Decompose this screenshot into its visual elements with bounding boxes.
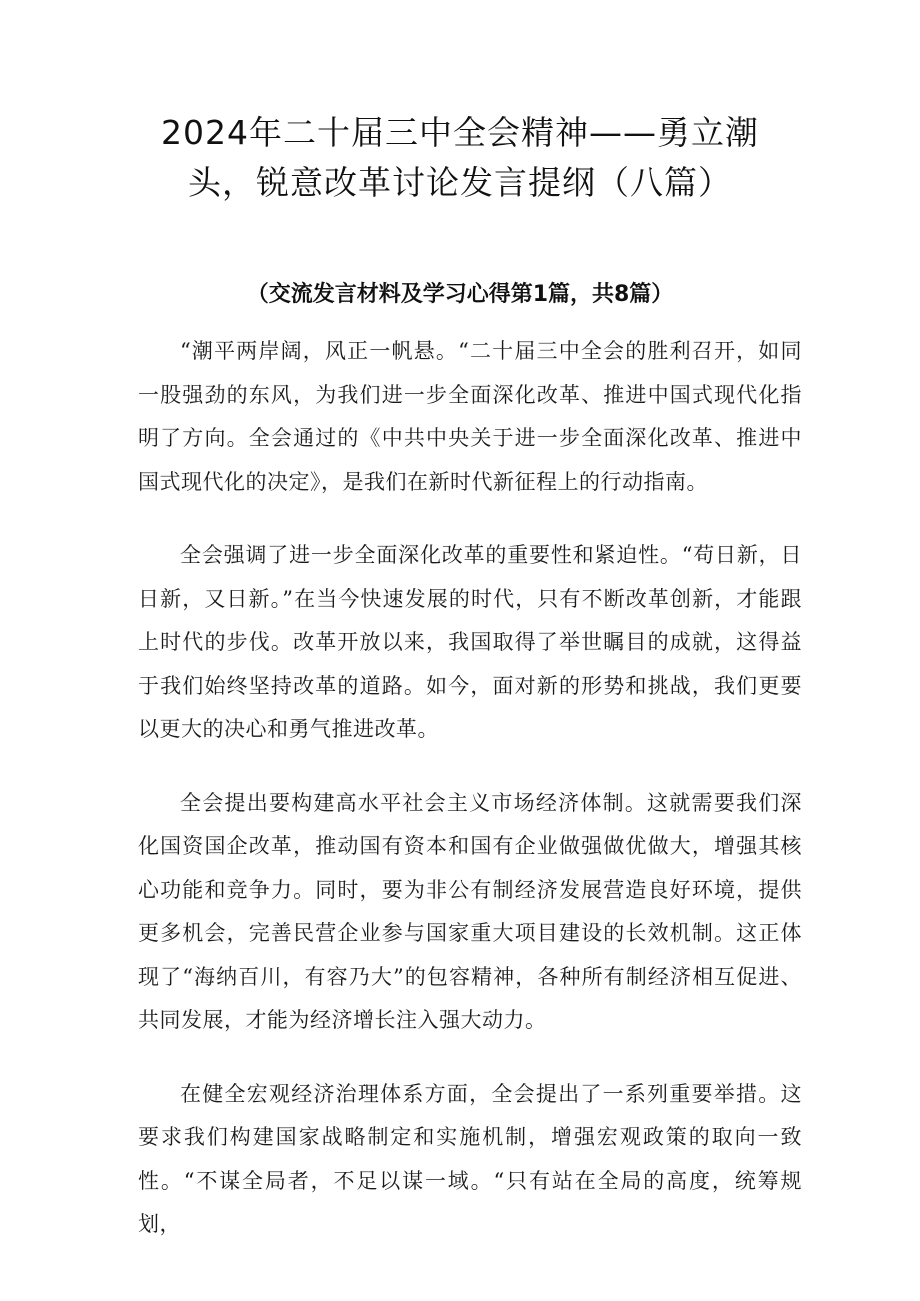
- document-title: 2024年二十届三中全会精神——勇立潮头，锐意改革讨论发言提纲（八篇）: [161, 113, 759, 202]
- paragraph-4: 在健全宏观经济治理体系方面，全会提出了一系列重要举措。这要求我们构建国家战略制定和实施机制，增强宏观政策的取向一致性。“不谋全局者，不足以谋一域。“只有站在全局的高度，统筹规划，: [138, 1081, 802, 1236]
- paragraph-3: 全会提出要构建高水平社会主义市场经济体制。这就需要我们深化国资国企改革，推动国有资本和国有企业做强做优做大，增强其核心功能和竞争力。同时，要为非公有制经济发展营造良好环境，提供更多机会，完善民营企业参与国家重大项目建设的长效机制。这正体现了“海纳百川，有容乃大”的包容精神，各种所有制经济相互促进、共同发展，才能为经济增长注入强大动力。: [138, 790, 802, 1032]
- document-subtitle: （交流发言材料及学习心得第1篇，共8篇）: [246, 282, 674, 307]
- document-body: [138, 330, 802, 1277]
- paragraph-2: 全会强调了进一步全面深化改革的重要性和紧迫性。“苟日新，日日新，又日新。”在当今快速发展的时代，只有不断改革创新，才能跟上时代的步伐。改革开放以来，我国取得了举世瞩目的成就，这得益于我们始终坚持改革的道路。如今，面对新的形势和挑战，我们更要以更大的决心和勇气推进改革。: [138, 543, 802, 741]
- paragraph-1: “潮平两岸阔，风正一帆悬。“二十届三中全会的胜利召开，如同一股强劲的东风，为我们进一步全面深化改革、推进中国式现代化指明了方向。全会通过的《中共中央关于进一步全面深化改革、推进中国式现代化的决定》，是我们在新时代新征程上的行动指南。: [138, 339, 802, 494]
